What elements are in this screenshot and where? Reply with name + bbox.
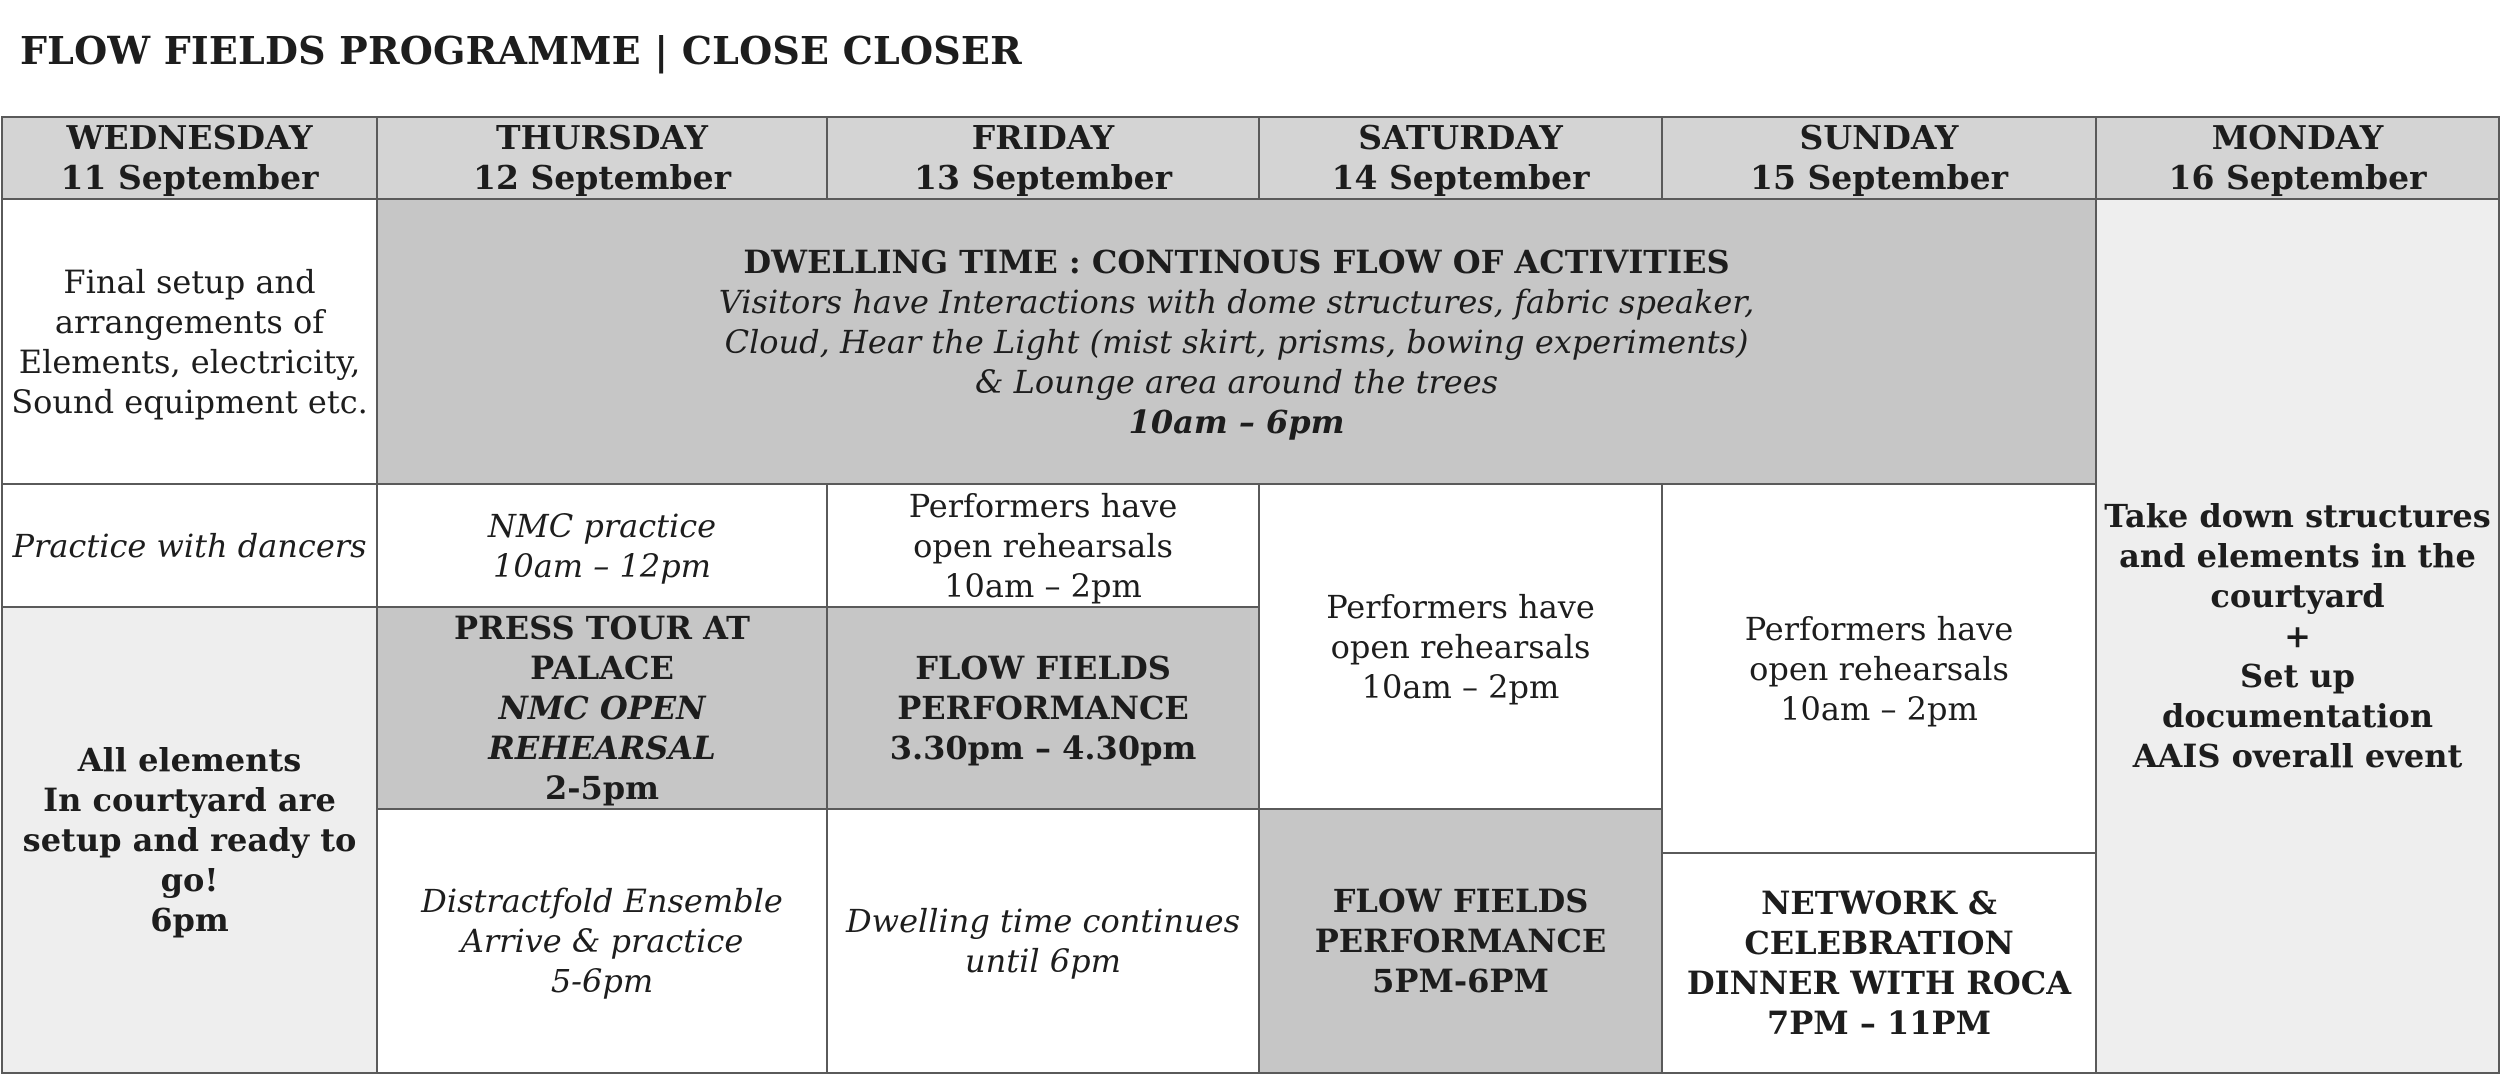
cell-text: In courtyard are [43, 781, 336, 819]
day-name: SATURDAY [1358, 118, 1563, 157]
day-date: 12 September [473, 158, 731, 197]
cell-text: 5-6pm [550, 962, 654, 1000]
wednesday-elements-ready-cell [2, 607, 377, 1073]
dwelling-heading: DWELLING TIME : CONTINOUS FLOW OF ACTIVITIES [743, 242, 1730, 281]
cell-text: NETWORK & [1761, 884, 1997, 922]
day-header-sunday [1662, 117, 2096, 199]
day-date: 15 September [1750, 158, 2008, 197]
cell-text: AAIS overall event [2132, 737, 2463, 775]
cell-text: 3.30pm – 4.30pm [889, 729, 1197, 767]
sunday-rehearsal-cell [1662, 484, 2096, 853]
header-row [2, 117, 2499, 199]
wednesday-setup-cell [2, 199, 377, 484]
day-date: 13 September [914, 158, 1172, 197]
wednesday-practice-cell: Practice with dancers [2, 484, 377, 607]
cell-text: PRESS TOUR AT PALACE [454, 609, 750, 687]
dwelling-time-cell [377, 199, 2096, 484]
cell-text: 10am – 2pm [944, 566, 1142, 605]
dwelling-text: Cloud, Hear the Light (mist skirt, prisms, bowing experiments) [724, 322, 1749, 361]
cell-text: setup and ready to [22, 821, 357, 859]
day-name: WEDNESDAY [66, 118, 313, 157]
thursday-nmc-practice-cell [377, 484, 827, 607]
cell-text: 5PM-6PM [1372, 962, 1549, 1000]
cell-text: FLOW FIELDS [1332, 882, 1589, 920]
cell-text: go! [160, 861, 219, 899]
cell-text: Distractfold Ensemble [421, 882, 783, 920]
day-header-wednesday [2, 117, 377, 199]
day-date: 16 September [2168, 158, 2427, 197]
cell-text: Elements, electricity, [18, 342, 361, 381]
dwelling-text: & Lounge area around the trees [974, 362, 1499, 401]
day-name: SUNDAY [1799, 118, 1959, 157]
day-header-monday [2096, 117, 2499, 199]
monday-takedown-cell [2096, 199, 2499, 1073]
cell-text: PERFORMANCE [897, 689, 1189, 727]
friday-rehearsal-cell [827, 484, 1259, 607]
dwelling-text: Visitors have Interactions with dome structures, fabric speaker, [718, 282, 1755, 321]
programme-schedule-table [1, 116, 2500, 1074]
cell-text: PERFORMANCE [1314, 922, 1607, 960]
cell-text: 10am – 2pm [1361, 667, 1560, 706]
cell-text: open rehearsals [913, 526, 1173, 565]
cell-text: open rehearsals [1330, 627, 1591, 666]
cell-text: arrangements of [54, 302, 325, 341]
cell-text: 7PM – 11PM [1766, 1004, 1992, 1042]
dwelling-time: 10am – 6pm [1128, 402, 1345, 441]
day-name: FRIDAY [971, 118, 1115, 157]
cell-text: NMC practice [487, 506, 717, 545]
thursday-press-tour-cell [377, 607, 827, 809]
day-header-friday [827, 117, 1259, 199]
cell-text: and elements in the [2119, 537, 2476, 575]
friday-dwelling-continues-cell [827, 809, 1259, 1073]
saturday-rehearsal-cell [1259, 484, 1662, 809]
cell-text: Performers have [908, 486, 1178, 525]
friday-performance-cell [827, 607, 1259, 809]
cell-text: open rehearsals [1749, 649, 2009, 688]
cell-text: Performers have [1744, 609, 2014, 648]
cell-text: NMC OPEN REHEARSAL [488, 689, 716, 767]
cell-text: Performers have [1326, 587, 1595, 626]
day-name: THURSDAY [496, 118, 708, 157]
cell-text: 6pm [150, 901, 229, 939]
cell-text: 10am – 12pm [492, 546, 712, 585]
cell-text: All elements [77, 741, 302, 779]
cell-text: FLOW FIELDS [915, 649, 1171, 687]
day-header-saturday [1259, 117, 1662, 199]
cell-text: Set up documentation [2161, 657, 2433, 735]
cell-text: DINNER WITH ROCA [1686, 964, 2072, 1002]
saturday-performance-cell [1259, 809, 1662, 1073]
cell-text: courtyard [2210, 577, 2385, 615]
cell-text: CELEBRATION [1744, 924, 2014, 962]
cell-text: until 6pm [965, 942, 1121, 980]
thursday-distractfold-cell [377, 809, 827, 1073]
cell-text: Arrive & practice [460, 922, 744, 960]
day-date: 11 September [60, 158, 319, 197]
cell-text: 2-5pm [544, 769, 660, 807]
day-name: MONDAY [2211, 118, 2384, 157]
cell-text: Final setup and [63, 262, 316, 301]
cell-text: Dwelling time continues [846, 902, 1240, 940]
day-header-thursday [377, 117, 827, 199]
day-date: 14 September [1331, 158, 1590, 197]
cell-text: 10am – 2pm [1780, 689, 1978, 728]
cell-text: Sound equipment etc. [11, 382, 368, 421]
page-title: FLOW FIELDS PROGRAMME | CLOSE CLOSER [20, 28, 1022, 73]
cell-text: + [2284, 617, 2311, 655]
sunday-dinner-cell [1662, 853, 2096, 1073]
cell-text: Take down structures [2104, 497, 2491, 535]
